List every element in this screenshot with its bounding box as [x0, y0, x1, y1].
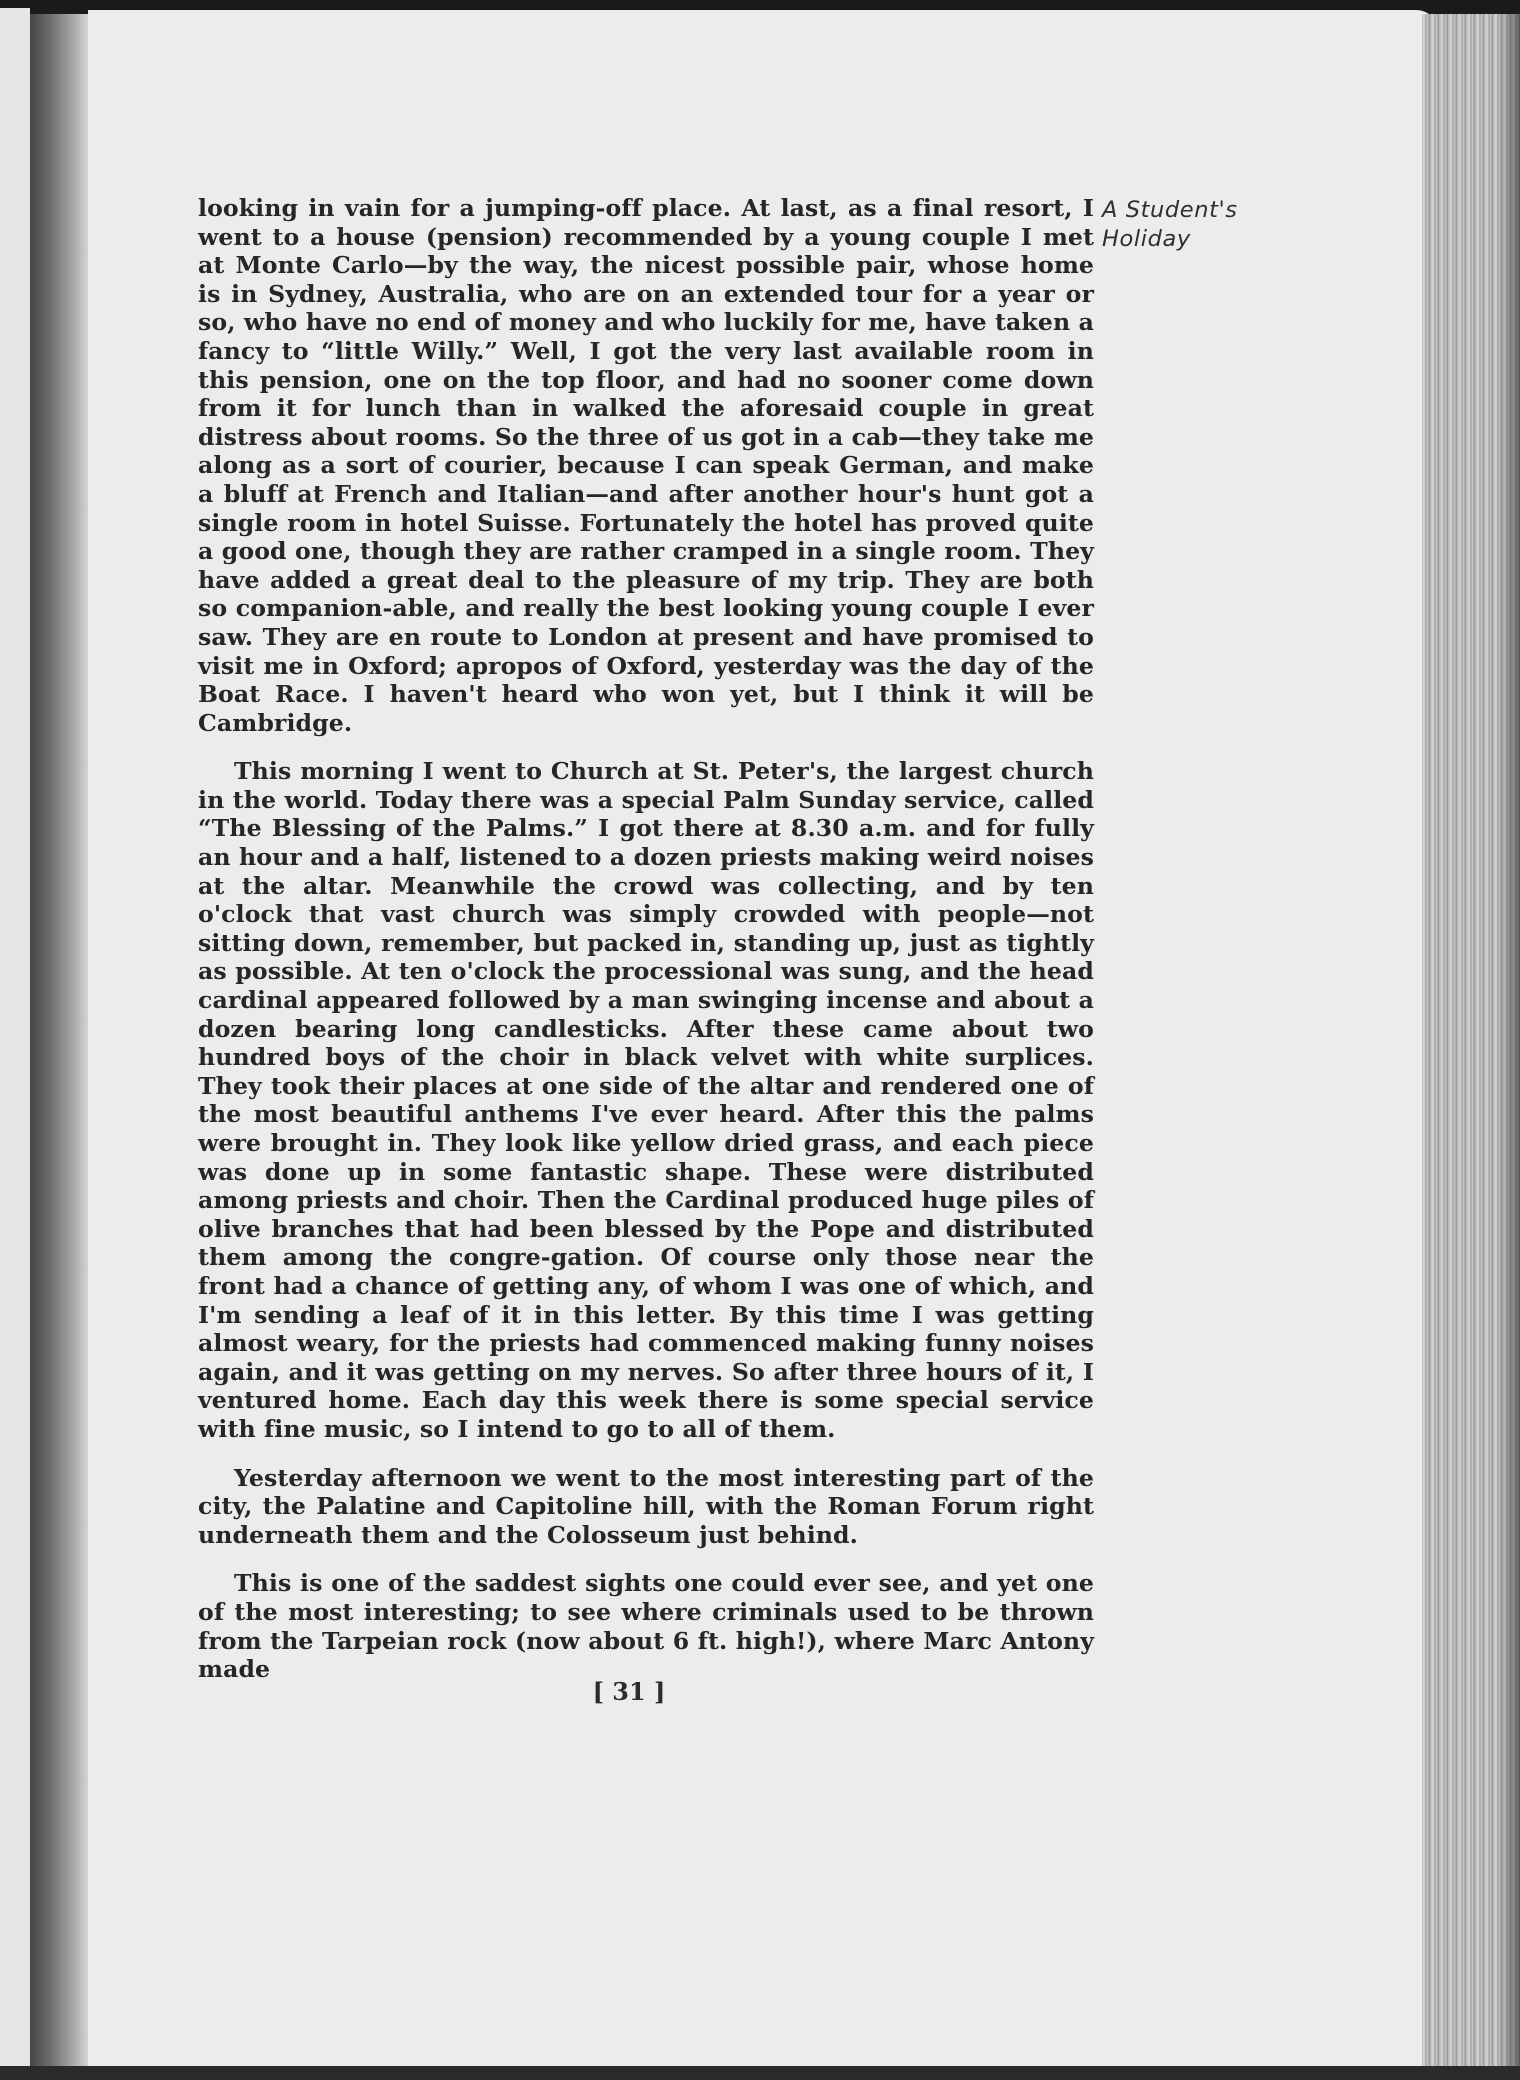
body-text	[198, 194, 1094, 1704]
facing-page-edge	[0, 8, 30, 2070]
paragraph-saddest-sights: This is one of the saddest sights one could ever see, and yet one of the most interesting; to see where criminals used to be thrown from the Tarpeian rock (now about 6 ft. high!), where Marc Antony made	[198, 1569, 1094, 1684]
page-fore-edge	[1422, 14, 1520, 2072]
scan-border-bottom	[0, 2066, 1520, 2080]
running-head-line-1: A Student's	[1102, 197, 1238, 223]
book-gutter	[30, 14, 88, 2066]
running-head	[1102, 196, 1302, 253]
running-head-line-2: Holiday	[1102, 225, 1191, 252]
page-number: [ 31 ]	[592, 1677, 666, 1706]
paragraph-palatine: Yesterday afternoon we went to the most interesting part of the city, the Palatine and Capitoline hill, with the Roman Forum right underneath them and the Colosseum just behind.	[198, 1463, 1094, 1549]
paragraph-continued: looking in vain for a jumping-off place. At last, as a final resort, I went to a house (pension) recommended by a young couple I met at Monte Carlo—by the way, the nicest possible pair, whose home is in Sydney, Australia, who are on an extended tour for a year or so, who have no end of money and who luckily for me, have taken a fancy to “little Willy.” Well, I got the very last available room in this pension, one on the top floor, and had no sooner come down from it for lunch than in walked the aforesaid couple in great distress about rooms. So the three of us got in a cab—they take me along as a sort of courier, because I can speak German, and make a bluff at French and Italian—and after another hour's hunt got a single room in hotel Suisse. Fortunately the hotel has proved quite a good one, though they are rather cramped in a single room. They have added a great deal to the pleasure of my trip. They are both so companion-able, and really the best looking young couple I ever saw. They are en route to London at present and have promised to visit me in Oxford; apropos of Oxford, yesterday was the day of the Boat Race. I haven't heard who won yet, but I think it will be Cambridge.	[198, 194, 1094, 737]
paragraph-st-peters: This morning I went to Church at St. Peter's, the largest church in the world. Today there was a special Palm Sunday service, called “The Blessing of the Palms.” I got there at 8.30 a.m. and for fully an hour and a half, listened to a dozen priests making weird noises at the altar. Meanwhile the crowd was collecting, and by ten o'clock that vast church was simply crowded with people—not sitting down, remember, but packed in, standing up, just as tightly as possible. At ten o'clock the processional was sung, and the head cardinal appeared followed by a man swinging incense and about a dozen bearing long candlesticks. After these came about two hundred boys of the choir in black velvet with white surplices. They took their places at one side of the altar and rendered one of the most beautiful anthems I've ever heard. After this the palms were brought in. They look like yellow dried grass, and each piece was done up in some fantastic shape. These were distributed among priests and choir. Then the Cardinal produced huge piles of olive branches that had been blessed by the Pope and distributed them among the congre-gation. Of course only those near the front had a chance of getting any, of whom I was one of which, and I'm sending a leaf of it in this letter. By this time I was getting almost weary, for the priests had commenced making funny noises again, and it was getting on my nerves. So after three hours of it, I ventured home. Each day this week there is some special service with fine music, so I intend to go to all of them.	[198, 757, 1094, 1443]
